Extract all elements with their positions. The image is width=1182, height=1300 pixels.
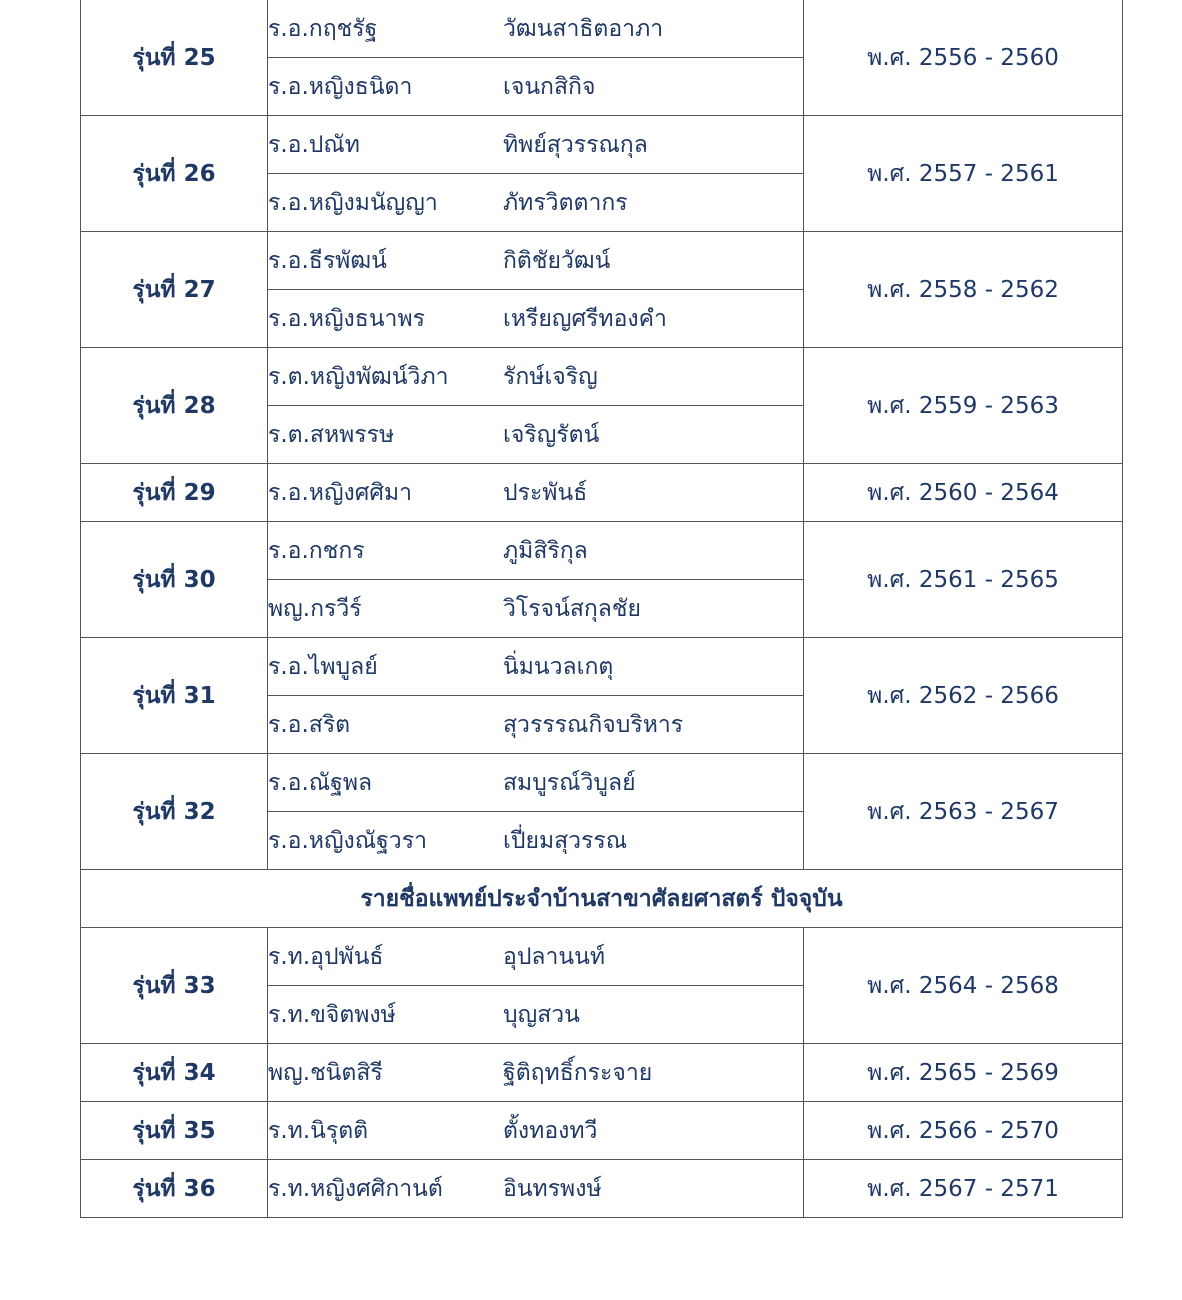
table-row (81, 928, 1123, 986)
resident-name-cell (268, 1044, 804, 1102)
resident-name: ร.ท.นิรุตติ (268, 1117, 369, 1144)
resident-name-cell (268, 928, 804, 986)
generation-cell: รุ่นที่ 29 (81, 464, 268, 522)
resident-roster-table (80, 0, 1123, 1218)
resident-name: ร.อ.หญิงศศิมา (268, 479, 413, 506)
training-period-cell: พ.ศ. 2566 - 2570 (804, 1102, 1123, 1160)
resident-surname: สุวรรรณกิจบริหาร (503, 711, 684, 738)
resident-surname: อินทรพงษ์ (503, 1175, 602, 1202)
training-period-cell: พ.ศ. 2560 - 2564 (804, 464, 1123, 522)
table-row (81, 0, 1123, 58)
resident-name-cell (268, 406, 804, 464)
resident-name-cell (268, 1102, 804, 1160)
resident-name-cell (268, 116, 804, 174)
resident-surname: อุปลานนท์ (503, 943, 606, 970)
table-row (81, 754, 1123, 812)
resident-name: ร.อ.หญิงธนาพร (268, 305, 425, 332)
training-period-cell: พ.ศ. 2559 - 2563 (804, 348, 1123, 464)
resident-name-cell (268, 754, 804, 812)
table-row (81, 116, 1123, 174)
resident-name-cell (268, 986, 804, 1044)
resident-name: ร.ท.อุปพันธ์ (268, 943, 384, 970)
roster-body-previous (81, 0, 1123, 870)
generation-cell: รุ่นที่ 31 (81, 638, 268, 754)
training-period-cell: พ.ศ. 2556 - 2560 (804, 0, 1123, 116)
resident-name: ร.อ.ปณัท (268, 131, 360, 158)
table-row (81, 1102, 1123, 1160)
resident-surname: วัฒนสาธิตอาภา (503, 15, 664, 42)
resident-name: ร.อ.กชกร (268, 537, 365, 564)
training-period-cell: พ.ศ. 2558 - 2562 (804, 232, 1123, 348)
generation-cell: รุ่นที่ 33 (81, 928, 268, 1044)
resident-name-cell (268, 174, 804, 232)
generation-cell: รุ่นที่ 32 (81, 754, 268, 870)
resident-name-cell (268, 522, 804, 580)
section-heading: รายชื่อแพทย์ประจำบ้านสาขาศัลยศาสตร์ ปัจจุบัน (81, 870, 1123, 928)
resident-name-cell (268, 580, 804, 638)
training-period-cell: พ.ศ. 2567 - 2571 (804, 1160, 1123, 1218)
resident-name: ร.อ.กฤชรัฐ (268, 15, 378, 42)
resident-name-cell (268, 638, 804, 696)
resident-surname: เปี่ยมสุวรรณ (503, 827, 628, 854)
resident-surname: รักษ์เจริญ (503, 363, 598, 390)
resident-name: ร.อ.ไพบูลย์ (268, 653, 378, 680)
table-row (81, 348, 1123, 406)
resident-surname: เจริญรัตน์ (503, 421, 600, 448)
generation-cell: รุ่นที่ 34 (81, 1044, 268, 1102)
generation-cell: รุ่นที่ 27 (81, 232, 268, 348)
resident-surname: วิโรจน์สกุลชัย (503, 595, 641, 622)
resident-surname: ทิพย์สุวรรณกุล (503, 131, 648, 158)
resident-name-cell (268, 464, 804, 522)
generation-cell: รุ่นที่ 36 (81, 1160, 268, 1218)
resident-surname: กิติชัยวัฒน์ (503, 247, 611, 274)
resident-surname: เหรียญศรีทองคำ (503, 305, 667, 332)
resident-surname: นิ่มนวลเกตุ (503, 653, 614, 680)
generation-cell: รุ่นที่ 25 (81, 0, 268, 116)
resident-name: พญ.ชนิตสิรี (268, 1059, 383, 1086)
resident-name-cell (268, 0, 804, 58)
resident-name: ร.ท.ขจิตพงษ์ (268, 1001, 396, 1028)
resident-surname: บุญสวน (503, 1001, 580, 1028)
training-period-cell: พ.ศ. 2565 - 2569 (804, 1044, 1123, 1102)
resident-name-cell (268, 290, 804, 348)
resident-name: ร.อ.สริต (268, 711, 351, 738)
resident-name: ร.ต.สหพรรษ (268, 421, 395, 448)
resident-name-cell (268, 58, 804, 116)
resident-name: ร.อ.หญิงมนัญญา (268, 189, 438, 216)
resident-surname: ตั้งทองทวี (503, 1117, 598, 1144)
resident-name: ร.อ.ธีรพัฒน์ (268, 247, 387, 274)
table-row (81, 232, 1123, 290)
training-period-cell: พ.ศ. 2564 - 2568 (804, 928, 1123, 1044)
training-period-cell: พ.ศ. 2562 - 2566 (804, 638, 1123, 754)
resident-name-cell (268, 696, 804, 754)
resident-name: ร.อ.หญิงณัฐวรา (268, 827, 427, 854)
generation-cell: รุ่นที่ 26 (81, 116, 268, 232)
training-period-cell: พ.ศ. 2561 - 2565 (804, 522, 1123, 638)
resident-name-cell (268, 812, 804, 870)
resident-surname: ฐิติฤทธิ์กระจาย (503, 1059, 653, 1086)
training-period-cell: พ.ศ. 2557 - 2561 (804, 116, 1123, 232)
resident-name-cell (268, 348, 804, 406)
resident-surname: เจนกสิกิจ (503, 73, 596, 100)
table-row (81, 522, 1123, 580)
table-row (81, 1160, 1123, 1218)
generation-cell: รุ่นที่ 28 (81, 348, 268, 464)
resident-surname: ภูมิสิริกุล (503, 537, 588, 564)
table-row (81, 1044, 1123, 1102)
roster-section (81, 870, 1123, 928)
resident-surname: ภัทรวิตตากร (503, 189, 628, 216)
resident-name: ร.อ.หญิงธนิดา (268, 73, 413, 100)
resident-name: ร.ต.หญิงพัฒน์วิภา (268, 363, 449, 390)
roster-body-current (81, 928, 1123, 1218)
generation-cell: รุ่นที่ 35 (81, 1102, 268, 1160)
resident-name-cell (268, 232, 804, 290)
generation-cell: รุ่นที่ 30 (81, 522, 268, 638)
resident-name-cell (268, 1160, 804, 1218)
resident-surname: ประพันธ์ (503, 479, 588, 506)
table-row (81, 638, 1123, 696)
section-heading-row (81, 870, 1123, 928)
resident-surname: สมบูรณ์วิบูลย์ (503, 769, 636, 796)
resident-name: พญ.กรวีร์ (268, 595, 362, 622)
training-period-cell: พ.ศ. 2563 - 2567 (804, 754, 1123, 870)
table-row (81, 464, 1123, 522)
resident-name: ร.อ.ณัฐพล (268, 769, 373, 796)
resident-name: ร.ท.หญิงศศิกานต์ (268, 1175, 443, 1202)
